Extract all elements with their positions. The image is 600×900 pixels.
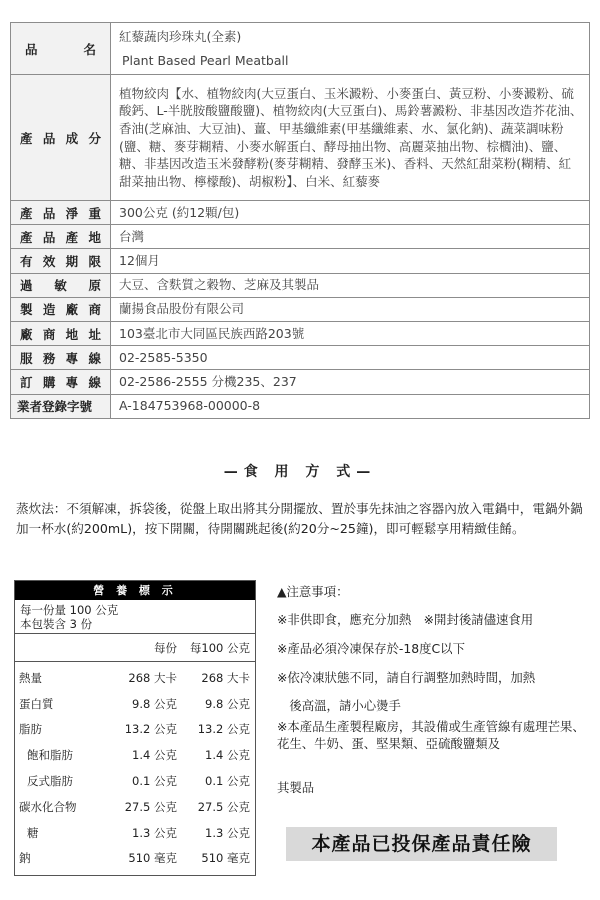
nutrient-per-serving: 268 大卡: [128, 670, 177, 685]
spec-value: 12個月: [111, 249, 590, 273]
label-char: 地: [65, 326, 79, 342]
spec-value: 103臺北市大同區民族西路203號: [111, 321, 590, 345]
nutrient-per-serving: 9.8 公克: [132, 696, 177, 711]
nutrient-name: 碳水化合物: [19, 799, 77, 814]
nutrition-row: [15, 794, 255, 820]
spec-row-ingredients: [11, 75, 590, 201]
spec-label: [11, 75, 111, 201]
spec-label: [11, 201, 111, 225]
precaution-item: 後高溫，請小心燙手: [277, 698, 401, 713]
precautions-title: ▲注意事項：: [277, 584, 349, 599]
nutrient-per-100g: 1.3 公克: [205, 825, 250, 840]
col-header-per-100g: 每100 公克: [189, 640, 250, 655]
nutrient-per-serving: 0.1 公克: [132, 774, 177, 789]
label-char: 廠: [20, 326, 33, 342]
label-char: 廠: [65, 302, 79, 318]
spec-row: [11, 370, 590, 394]
insurance-banner: 本產品已投保產品責任險: [286, 827, 557, 861]
label-char: 成: [65, 130, 79, 146]
usage-instructions: 蒸炊法：不須解凍，拆袋後，從盤上取出將其分開擺放、置於事先抹油之容器內放入電鍋中，電鍋外鍋加一杯水(約200mL)，按下開關，待開關跳起後(約20分~25鐘)，即可輕鬆享用精緻佳餚。: [16, 501, 583, 536]
product-name-zh: 紅藜蔬肉珍珠丸(全素): [119, 28, 242, 44]
label-char: 造: [42, 302, 56, 318]
nutrient-per-100g: 1.4 公克: [205, 748, 250, 763]
nutrition-row: [15, 742, 255, 768]
label-char: 品: [42, 130, 56, 146]
label-char: 專: [65, 374, 79, 390]
label-char: 服: [20, 350, 33, 366]
product-name-en: Plant Based Pearl Meatball: [122, 52, 289, 68]
label-char: 線: [88, 374, 101, 390]
spec-label: [11, 249, 111, 273]
nutrient-per-serving: 510 毫克: [128, 851, 177, 866]
nutrient-name: 熱量: [19, 670, 42, 685]
nutrient-per-100g: 268 大卡: [201, 670, 250, 685]
spec-row: [11, 273, 590, 297]
nutrition-serving-info: [15, 600, 255, 634]
spec-label: [11, 321, 111, 345]
label-char: 限: [88, 253, 101, 269]
label-char: 期: [65, 253, 79, 269]
spec-row: [11, 394, 590, 418]
spec-label: [11, 346, 111, 370]
nutrient-per-serving: 13.2 公克: [124, 722, 177, 737]
nutrient-per-serving: 27.5 公克: [124, 799, 177, 814]
label-char: 業者登錄字號: [17, 399, 93, 415]
spec-label: [11, 297, 111, 321]
nutrient-per-serving: 1.3 公克: [132, 825, 177, 840]
nutrition-row: [15, 665, 255, 691]
precaution-item: ※產品必須冷凍保存於-18度C以下: [277, 641, 465, 656]
spec-value: 大豆、含麩質之穀物、芝麻及其製品: [111, 273, 590, 297]
col-header-per-serving: 每份: [154, 640, 177, 655]
label-char: 產: [20, 229, 33, 245]
nutrient-name: 脂肪: [19, 722, 42, 737]
nutrition-row: [15, 691, 255, 717]
spec-value: 02-2586-2555 分機235、237: [111, 370, 590, 394]
spec-row-product-name: [11, 23, 590, 75]
label-char: 重: [88, 205, 101, 221]
spec-value: [111, 23, 590, 75]
precaution-item: ※依冷凍狀態不同，請自行調整加熱時間，加熱: [277, 670, 536, 685]
serving-size: 每一份量 100 公克: [20, 603, 119, 617]
nutrient-name: 蛋白質: [19, 696, 54, 711]
nutrient-per-100g: 0.1 公克: [205, 774, 250, 789]
label-char: 過: [20, 278, 33, 294]
label-char: 品: [42, 205, 56, 221]
label-char: 訂: [20, 374, 33, 390]
spec-label: [11, 225, 111, 249]
label-char: 敏: [54, 278, 67, 294]
label-char: 務: [42, 350, 56, 366]
nutrient-per-serving: 1.4 公克: [132, 748, 177, 763]
label-char: 購: [42, 374, 56, 390]
nutrition-rows: [15, 665, 255, 871]
label-char: 名: [83, 41, 96, 57]
spec-row: [11, 321, 590, 345]
label-char: 址: [88, 326, 101, 342]
spec-label: [11, 394, 111, 418]
nutrient-per-100g: 27.5 公克: [197, 799, 250, 814]
label-char: 商: [42, 326, 56, 342]
nutrient-per-100g: 510 毫克: [201, 851, 250, 866]
label-char: 原: [88, 278, 101, 294]
nutrient-name: 鈉: [19, 851, 31, 866]
product-spec-table: [10, 22, 590, 419]
label-char: 淨: [65, 205, 79, 221]
ingredients-value: 植物絞肉【水、植物絞肉(大豆蛋白、玉米澱粉、小麥蛋白、黃豆粉、小麥澱粉、硫酸鈣、L-半胱胺酸鹽酸鹽)、植物絞肉(大豆蛋白)、馬鈴薯澱粉、非基因改造芥花油、香油(芝麻油、大豆油)、薑、甲基纖維素(甲基纖維素、水、氯化鈉)、蔬菜調味粉(鹽、糖、麥芽糊精、小麥水解蛋白、酵母抽出物、高麗菜抽出物、棕櫚油)、鹽、糖、非基因改造玉米發酵粉(麥芽糊精、發酵玉米)、香料、天然紅甜菜粉(糊精、紅甜菜抽出物、檸檬酸)、胡椒粉】、白米、紅藜麥: [111, 75, 590, 201]
spec-label: [11, 273, 111, 297]
spec-row: [11, 201, 590, 225]
nutrition-title: 營 養 標 示: [15, 581, 255, 600]
label-char: 效: [42, 253, 56, 269]
spec-row: [11, 346, 590, 370]
spec-value: 02-2585-5350: [111, 346, 590, 370]
label-char: 分: [88, 130, 101, 146]
spec-row: [11, 297, 590, 321]
spec-value: 台灣: [111, 225, 590, 249]
label-char: 地: [88, 229, 101, 245]
nutrient-per-100g: 13.2 公克: [197, 722, 250, 737]
nutrient-name: 糖: [27, 825, 39, 840]
nutrition-facts-panel: [14, 580, 256, 876]
precaution-item: ※非供即食，應充分加熱 ※開封後請儘速食用: [277, 612, 534, 627]
spec-label: [11, 23, 111, 75]
label-char: 有: [20, 253, 33, 269]
precaution-item: 其製品: [277, 780, 315, 795]
label-char: 商: [88, 302, 101, 318]
spec-value: 蘭揚食品股份有限公司: [111, 297, 590, 321]
label-char: 產: [20, 205, 33, 221]
label-char: 產: [65, 229, 79, 245]
nutrient-name: 飽和脂肪: [27, 748, 73, 763]
label-char: 品: [42, 229, 56, 245]
nutrient-per-100g: 9.8 公克: [205, 696, 250, 711]
nutrition-row: [15, 717, 255, 743]
label-char: 線: [88, 350, 101, 366]
label-char: 製: [20, 302, 33, 318]
spec-value: 300公克 (約12顆/包): [111, 201, 590, 225]
nutrition-column-headers: [15, 634, 255, 662]
nutrient-name: 反式脂肪: [27, 774, 73, 789]
label-char: 產: [20, 130, 33, 146]
precaution-item: ※本產品生產製程廠房，其設備或生產管線有處理芒果、花生、牛奶、蛋、堅果類、亞硫酸鹽類及: [277, 719, 585, 751]
spec-row: [11, 249, 590, 273]
servings-per-package: 本包裝含 3 份: [20, 617, 93, 631]
spec-label: [11, 370, 111, 394]
nutrition-row: [15, 820, 255, 846]
spec-value: A-184753968-00000-8: [111, 394, 590, 418]
nutrition-row: [15, 768, 255, 794]
label-char: 品: [25, 41, 38, 57]
nutrition-row: [15, 846, 255, 872]
usage-title: —食 用 方 式—: [223, 464, 377, 480]
label-char: 專: [65, 350, 79, 366]
spec-row: [11, 225, 590, 249]
